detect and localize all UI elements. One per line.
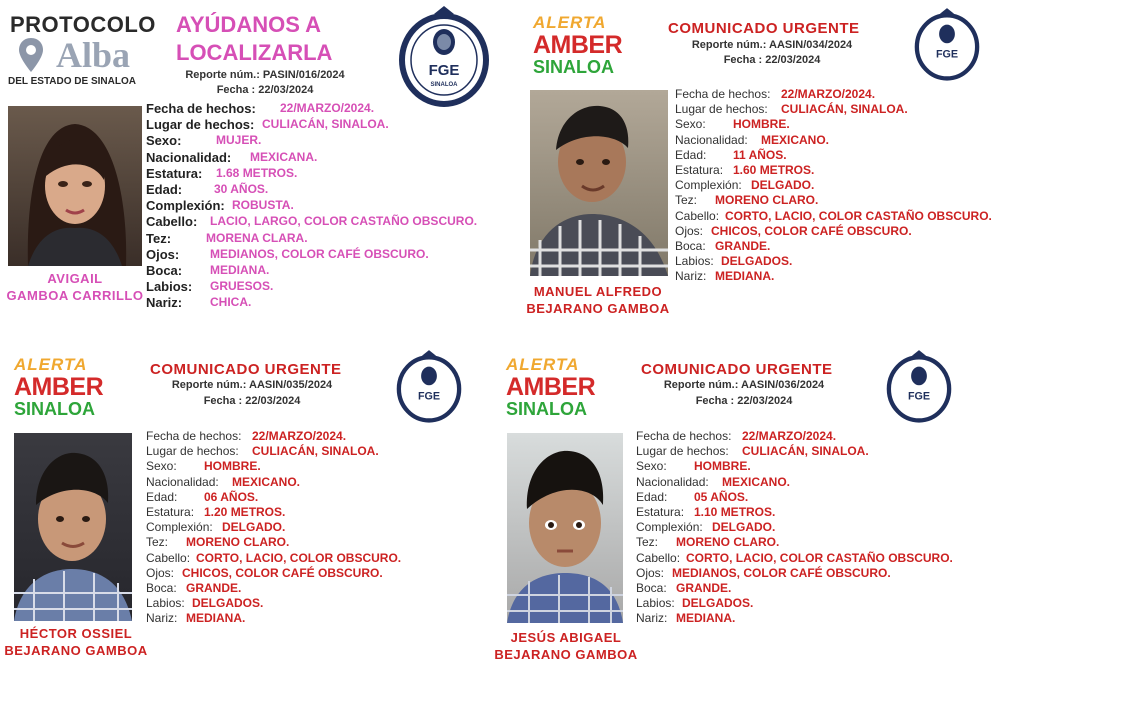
fge-seal-icon — [398, 4, 490, 108]
alba-logo-word: Alba — [56, 35, 131, 75]
field-label: Fecha de hechos: — [636, 429, 732, 443]
field-value: MEDIANOS, COLOR CAFÉ OBSCURO. — [210, 246, 429, 261]
field-value: GRANDE. — [186, 581, 242, 595]
field-label: Tez: — [146, 535, 169, 550]
field-row — [146, 429, 347, 444]
card3-heading: COMUNICADO URGENTE — [641, 361, 833, 378]
alba-headline-1: AYÚDANOS A — [176, 12, 322, 37]
field-label: Lugar de hechos: — [675, 102, 768, 117]
field-label: Boca: — [675, 239, 706, 253]
field-label: Lugar de hechos: — [636, 444, 729, 459]
fge-seal-sub: SINALOA — [430, 82, 458, 88]
field-row — [146, 581, 242, 596]
field-label: Nacionalidad: — [675, 132, 748, 147]
field-row — [675, 117, 790, 132]
field-row — [146, 165, 298, 182]
fge-seal-icon — [914, 6, 980, 82]
field-row — [146, 133, 262, 149]
field-label: Edad: — [636, 489, 668, 504]
field-row — [636, 474, 791, 490]
field-row — [146, 535, 290, 550]
missing-person-photo — [530, 90, 668, 276]
field-label: Sexo: — [675, 117, 706, 132]
field-value: 22/MARZO/2024. — [252, 429, 347, 443]
field-row — [675, 87, 876, 102]
field-label: Nacionalidad: — [146, 474, 219, 489]
field-value: MEDIANA. — [715, 269, 775, 284]
field-row — [675, 239, 771, 254]
field-row — [146, 444, 379, 459]
field-label: Nariz: — [146, 295, 183, 311]
svg-text:FGE: FGE — [417, 390, 441, 403]
amber-alert-logo — [533, 13, 643, 79]
card3-report-number: Reporte núm.: AASIN/036/2024 — [663, 379, 825, 391]
field-value: DELGADOS. — [682, 596, 754, 611]
alba-headline-2: LOCALIZARLA — [176, 40, 333, 65]
amber-alert-logo: ALERTA AMBER SINALOA — [506, 355, 596, 419]
field-label: Boca: — [636, 581, 667, 595]
field-value: 1.10 METROS. — [694, 505, 776, 519]
card2-report-number: Reporte núm.: AASIN/035/2024 — [171, 379, 333, 391]
field-label: Cabello: — [675, 208, 720, 223]
field-value: MEXICANO. — [761, 132, 830, 147]
field-row — [636, 550, 953, 566]
field-label: Lugar de hechos: — [146, 444, 239, 459]
field-row — [146, 246, 429, 263]
field-value: HOMBRE. — [733, 117, 790, 132]
field-value: MEDIANA. — [676, 611, 736, 626]
field-label: Sexo: — [146, 133, 182, 149]
field-label: Nacionalidad: — [146, 149, 232, 165]
field-value: CULIACÁN, SINALOA. — [781, 102, 908, 117]
field-value: 05 AÑOS. — [694, 489, 749, 504]
field-label: Labios: — [636, 596, 675, 611]
field-row — [636, 429, 837, 444]
field-row — [636, 596, 754, 611]
field-value: GRANDE. — [676, 581, 732, 595]
field-row — [146, 295, 252, 311]
field-label: Ojos: — [636, 565, 665, 580]
field-value: 22/MARZO/2024. — [280, 101, 375, 115]
field-value: CULIACÁN, SINALOA. — [742, 444, 869, 459]
field-label: Cabello: — [146, 550, 191, 565]
field-value: 1.60 METROS. — [733, 163, 815, 177]
card2-heading: COMUNICADO URGENTE — [150, 361, 342, 378]
field-label: Edad: — [146, 489, 178, 504]
field-label: Estatura: — [636, 505, 685, 519]
amber-logo-amber: AMBER — [533, 31, 623, 59]
field-label: Edad: — [146, 182, 183, 197]
field-value: MUJER. — [216, 133, 262, 148]
field-value: CHICA. — [210, 295, 252, 310]
field-value: CHICOS, COLOR CAFÉ OBSCURO. — [182, 565, 383, 580]
field-value: GRANDE. — [715, 239, 771, 253]
field-row — [146, 611, 246, 626]
field-value: 30 AÑOS. — [214, 182, 269, 196]
field-value: CHICOS, COLOR CAFÉ OBSCURO. — [711, 223, 912, 238]
field-label: Labios: — [146, 279, 193, 295]
field-label: Complexión: — [675, 178, 742, 193]
missing-person-name-last: BEJARANO GAMBOA — [4, 643, 148, 658]
field-value: 06 AÑOS. — [204, 489, 259, 504]
alba-subtitle: DEL ESTADO DE SINALOA — [8, 76, 136, 87]
field-row — [636, 444, 869, 459]
field-value: CORTO, LACIO, COLOR OBSCURO. — [196, 550, 402, 565]
amber-logo-alerta: ALERTA — [533, 13, 607, 32]
field-row — [636, 489, 749, 505]
field-row — [146, 596, 264, 611]
field-value: MEXICANO. — [722, 474, 791, 489]
missing-person-name-last: BEJARANO GAMBOA — [526, 301, 670, 316]
field-row — [675, 178, 815, 193]
alba-protocol-title: PROTOCOLO — [10, 12, 156, 37]
field-label: Boca: — [146, 581, 177, 595]
fge-seal-icon — [886, 348, 952, 424]
field-label: Tez: — [636, 535, 659, 550]
fge-seal-text: FGE — [428, 62, 460, 79]
field-label: Fecha de hechos: — [146, 101, 256, 116]
field-label: Labios: — [675, 254, 714, 269]
field-value: HOMBRE. — [204, 459, 261, 474]
field-row — [675, 163, 815, 178]
field-label: Estatura: — [675, 163, 724, 177]
field-row — [146, 550, 402, 566]
missing-person-name-first: AVIGAIL — [47, 271, 103, 286]
field-value: 1.20 METROS. — [204, 505, 286, 519]
field-label: Cabello: — [146, 214, 198, 230]
field-value: MEXICANO. — [232, 474, 301, 489]
field-row — [636, 535, 780, 550]
field-label: Ojos: — [146, 565, 175, 580]
field-row — [675, 223, 912, 239]
field-value: HOMBRE. — [694, 459, 751, 474]
field-label: Nacionalidad: — [636, 474, 709, 489]
field-value: DELGADOS. — [721, 254, 793, 269]
missing-person-name-first: JESÚS ABIGAEL — [510, 630, 622, 645]
field-label: Labios: — [146, 596, 185, 611]
field-row — [636, 611, 736, 626]
field-row — [636, 459, 751, 474]
field-label: Tez: — [146, 230, 172, 246]
field-row — [636, 581, 732, 596]
field-row — [675, 132, 830, 148]
alba-report-date: Fecha : 22/03/2024 — [216, 84, 314, 96]
field-value: MEDIANA. — [210, 263, 270, 277]
svg-text:FGE: FGE — [907, 390, 931, 403]
field-row — [146, 459, 261, 474]
field-row — [146, 182, 269, 198]
field-label: Fecha de hechos: — [675, 87, 771, 101]
field-row — [146, 505, 286, 520]
field-value: MEDIANA. — [186, 611, 246, 626]
field-value: MORENA CLARA. — [206, 230, 308, 245]
field-value: LACIO, LARGO, COLOR CASTAÑO OBSCURO. — [210, 214, 478, 229]
field-row — [146, 520, 286, 535]
field-value: 11 AÑOS. — [733, 147, 787, 162]
field-row — [146, 214, 478, 230]
field-row — [675, 102, 908, 117]
missing-person-name-last: GAMBOA CARRILLO — [6, 288, 144, 303]
field-row — [146, 489, 259, 505]
field-row — [636, 565, 891, 581]
field-value: GRUESOS. — [210, 279, 274, 294]
field-value: 22/MARZO/2024. — [742, 429, 837, 443]
field-row — [146, 117, 389, 133]
field-value: CORTO, LACIO, COLOR CASTAÑO OBSCURO. — [725, 208, 992, 223]
card1-heading: COMUNICADO URGENTE — [668, 20, 860, 37]
field-label: Boca: — [146, 263, 183, 278]
field-label: Sexo: — [146, 459, 177, 474]
missing-person-name-first: MANUEL ALFREDO — [533, 284, 663, 299]
field-label: Ojos: — [146, 246, 180, 262]
field-row — [146, 230, 308, 247]
location-pin-icon — [16, 36, 46, 76]
field-value: CORTO, LACIO, COLOR CASTAÑO OBSCURO. — [686, 550, 953, 565]
field-row — [675, 269, 775, 284]
missing-person-name-last: BEJARANO GAMBOA — [494, 647, 638, 662]
field-value: CULIACÁN, SINALOA. — [252, 444, 379, 459]
field-label: Estatura: — [146, 505, 195, 519]
field-label: Nariz: — [636, 611, 668, 626]
field-row — [146, 565, 383, 581]
fge-seal-icon — [396, 348, 462, 424]
missing-person-name-first: HÉCTOR OSSIEL — [19, 626, 133, 641]
field-row — [675, 208, 992, 224]
field-value: MEXICANA. — [250, 149, 318, 164]
field-label: Sexo: — [636, 459, 667, 474]
field-value: 22/MARZO/2024. — [781, 87, 876, 101]
field-label: Complexión: — [146, 198, 225, 214]
field-label: Complexión: — [146, 520, 213, 535]
field-value: DELGADOS. — [192, 596, 264, 611]
field-row — [675, 193, 819, 208]
field-label: Nariz: — [146, 611, 178, 626]
field-value: CULIACÁN, SINALOA. — [262, 117, 389, 132]
missing-person-photo — [14, 433, 132, 621]
field-row — [636, 520, 776, 535]
field-value: 1.68 METROS. — [216, 165, 298, 180]
field-row — [636, 505, 776, 520]
field-row — [675, 254, 793, 269]
field-row — [146, 263, 270, 279]
field-row — [146, 279, 274, 295]
field-row — [146, 198, 294, 214]
field-value: MORENO CLARO. — [715, 193, 819, 208]
field-value: DELGADO. — [712, 520, 776, 535]
field-value: DELGADO. — [751, 178, 815, 193]
field-label: Edad: — [675, 147, 707, 162]
field-label: Cabello: — [636, 550, 681, 565]
field-value: DELGADO. — [222, 520, 286, 535]
card1-report-number: Reporte núm.: AASIN/034/2024 — [691, 39, 853, 51]
field-label: Ojos: — [675, 223, 704, 238]
field-row — [675, 147, 787, 163]
field-label: Lugar de hechos: — [146, 117, 255, 133]
field-row — [146, 474, 301, 490]
field-value: MORENO CLARO. — [186, 535, 290, 550]
field-value: MEDIANOS, COLOR CAFÉ OBSCURO. — [672, 565, 891, 580]
field-label: Complexión: — [636, 520, 703, 535]
missing-person-photo — [8, 106, 142, 266]
field-label: Tez: — [675, 193, 698, 208]
field-value: MORENO CLARO. — [676, 535, 780, 550]
field-label: Fecha de hechos: — [146, 429, 242, 443]
card3-report-date: Fecha : 22/03/2024 — [695, 395, 793, 407]
field-label: Estatura: — [146, 165, 203, 181]
amber-logo-sinaloa: SINALOA — [533, 57, 614, 77]
svg-text:FGE: FGE — [935, 48, 959, 61]
amber-alert-logo: ALERTA AMBER SINALOA — [14, 355, 104, 419]
field-value: ROBUSTA. — [232, 198, 294, 213]
field-row — [146, 101, 375, 117]
card1-report-date: Fecha : 22/03/2024 — [723, 54, 821, 66]
field-row — [146, 149, 318, 166]
alba-report-number: Reporte núm.: PASIN/016/2024 — [185, 69, 345, 81]
field-label: Nariz: — [675, 269, 707, 284]
card2-report-date: Fecha : 22/03/2024 — [203, 395, 301, 407]
missing-person-photo — [507, 433, 623, 623]
